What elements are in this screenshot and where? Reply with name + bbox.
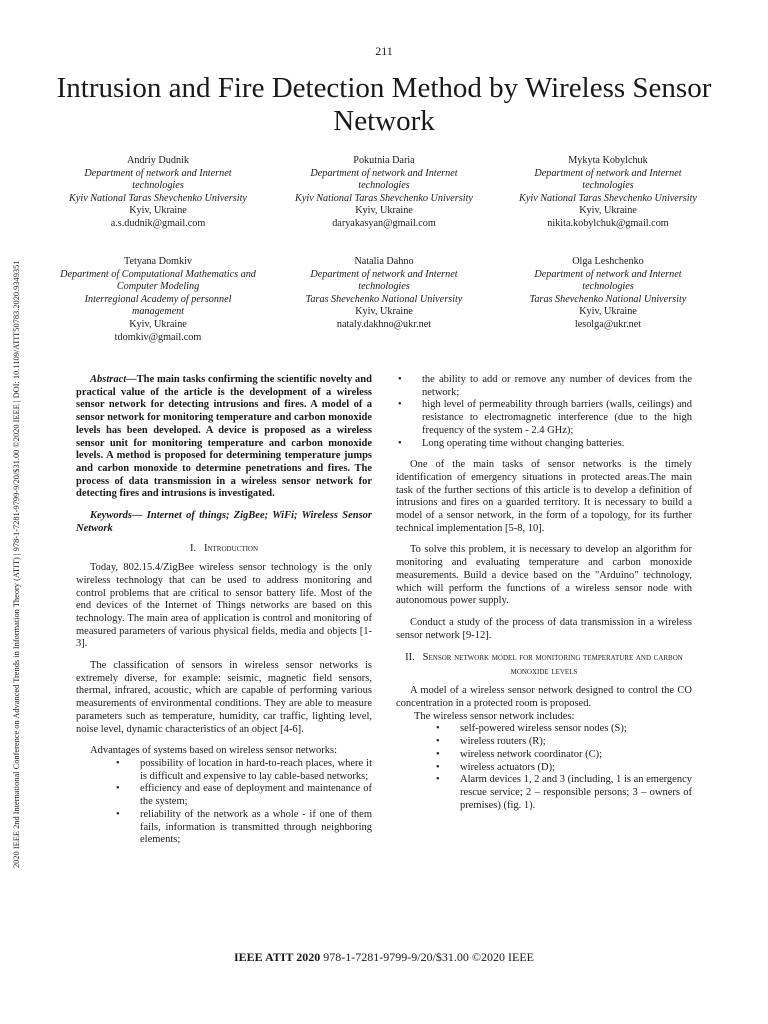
body-paragraph: One of the main tasks of sensor networks is the timely identification of emergency situations in protected areas.The main task of the further sections of this article is to develop a definition of intrusions and fires on a guarded territory. It is necessary to build a model of a sensor network, in the form of a topology, for its further technical implementation [5-8, 10]. xyxy=(396,459,692,534)
section-title: Sensor network model for monitoring temperature and carbon monoxide levels xyxy=(422,652,683,678)
author-name: Natalia Dahno xyxy=(354,256,414,267)
right-column xyxy=(396,374,692,812)
author-email: daryakasyan@gmail.com xyxy=(332,217,436,229)
author-block xyxy=(508,256,708,332)
body-paragraph: To solve this problem, it is necessary to develop an algorithm for monitoring and evaluating temperature and carbon monoxide measurements. Build a device based on the "Arduino" technology, which will perform the functions of a wireless sensor node with autonomous power supply. xyxy=(396,544,692,607)
author-name: Tetyana Domkiv xyxy=(123,256,193,267)
section-number: I. xyxy=(189,543,197,555)
side-doi-text: 2020 IEEE 2nd International Conference on Advanced Trends in Information Theory (ATIT) | 978-1-7281-9799-9/20/$31.00 ©2020 IEEE | DOI: 10.1109/ATIT50783.2020.9349351 xyxy=(12,260,21,868)
author-dept: Department of network and Internet technologies xyxy=(534,268,682,293)
author-name: Olga Leshchenko xyxy=(572,256,644,267)
network-components-list xyxy=(396,723,692,812)
author-city: Kyiv, Ukraine xyxy=(579,205,637,217)
list-item xyxy=(396,399,692,437)
abstract-text: The main tasks confirming the scientific novelty and practical value of the article is the development of a wireless sensor network for detecting intrusions and fires. A model of a sensor network for monitoring temperature and carbon monoxide levels has been developed. A device is proposed as a wireless sensor unit for monitoring temperature and carbon monoxide levels. A method is proposed for determining temperature jumps and carbon monoxide to determine penetrations and fires. The process of data transmission in a wireless sensor network for detecting fires and intrusions is investigated. xyxy=(76,374,372,500)
bullet-icon: • xyxy=(398,374,402,385)
author-city: Kyiv, Ukraine xyxy=(355,306,413,318)
author-dept: Department of Computational Mathematics and Computer Modeling xyxy=(60,268,256,293)
author-city: Kyiv, Ukraine xyxy=(129,318,187,330)
abstract-lead: Abstract— xyxy=(90,374,137,385)
list-item xyxy=(396,723,692,736)
author-university: Interregional Academy of personnel management xyxy=(84,293,232,318)
section-heading-network-model xyxy=(396,651,692,679)
author-city: Kyiv, Ukraine xyxy=(355,205,413,217)
author-block xyxy=(58,155,258,231)
bullet-icon: • xyxy=(116,783,120,795)
author-dept: Department of network and Internet technologies xyxy=(84,167,232,192)
list-item xyxy=(76,783,372,808)
body-paragraph: Conduct a study of the process of data transmission in a wireless sensor network [9-12]. xyxy=(396,616,692,641)
list-item-text: Alarm devices 1, 2 and 3 (including, 1 is an emergency rescue service; 2 – responsible persons; 3 – owners of premises) (fig. 1). xyxy=(460,774,692,811)
author-block xyxy=(284,256,484,332)
list-item-text: high level of permeability through barriers (walls, ceilings) and resistance to electromagnetic interference (due to the high frequency of the system - 2.4 GHz); xyxy=(422,399,692,436)
author-university: Kyiv National Taras Shevchenko University xyxy=(519,192,697,204)
list-item xyxy=(396,762,692,775)
author-city: Kyiv, Ukraine xyxy=(579,306,637,318)
keywords: Keywords— Internet of things; ZigBee; WiFi; Wireless Sensor Network xyxy=(76,510,372,534)
bullet-icon: • xyxy=(436,774,440,786)
bullet-icon: • xyxy=(116,757,120,769)
abstract xyxy=(76,374,372,501)
section-heading-introduction xyxy=(76,543,372,556)
left-column xyxy=(76,374,372,847)
list-item xyxy=(76,758,372,783)
bullet-icon: • xyxy=(436,736,440,748)
bullet-icon: • xyxy=(398,437,402,449)
footer-copyright: 978-1-7281-9799-9/20/$31.00 ©2020 IEEE xyxy=(323,950,535,964)
intro-paragraph: The classification of sensors in wireless sensor networks is extremely diverse, for example: seismic, magnetic field sensors, thermal, infrared, acoustic, which are capable of performing various measurements of environmental conditions. They are able to measure parameters such as temperature, humidity, car traffic, lighting level, noise level, dynamic characteristics of an object [4-6]. xyxy=(76,660,372,735)
advantages-list-right xyxy=(396,374,692,450)
list-item xyxy=(396,438,692,451)
author-dept: Department of network and Internet technologies xyxy=(534,167,682,192)
bullet-icon: • xyxy=(398,399,402,411)
list-item xyxy=(396,374,692,399)
author-block xyxy=(58,256,258,344)
list-item-text: wireless routers (R); xyxy=(460,736,546,748)
author-email: nataly.dakhno@ukr.net xyxy=(336,318,432,330)
section-number: II. xyxy=(405,652,415,664)
intro-paragraph: Advantages of systems based on wireless sensor networks: xyxy=(90,745,337,757)
section-title: Introduction xyxy=(203,543,259,555)
bullet-icon: • xyxy=(436,748,440,760)
list-item-text: wireless actuators (D); xyxy=(460,761,556,773)
author-university: Kyiv National Taras Shevchenko University xyxy=(295,192,473,204)
author-block xyxy=(508,155,708,231)
footer-conference: IEEE ATIT 2020 xyxy=(233,950,321,964)
author-email: a.s.dudnik@gmail.com xyxy=(110,217,206,229)
author-dept: Department of network and Internet technologies xyxy=(310,167,458,192)
author-university: Taras Shevchenko National University xyxy=(305,293,463,305)
list-item-text: Long operating time without changing batteries. xyxy=(422,437,625,449)
intro-paragraph: Today, 802.15.4/ZigBee wireless sensor technology is the only wireless technology that can be used to address monitoring and control problems that are critical to sensor battery life. Most of the end devices of the Internet of Things networks are based on this technology. The main area of application is control and monitoring of measured parameters of various physical fields, media and objects [1-3]. xyxy=(76,562,372,650)
author-name: Andriy Dudnik xyxy=(127,155,189,166)
bullet-icon: • xyxy=(116,808,120,820)
list-item-text: the ability to add or remove any number of devices from the network; xyxy=(422,374,692,398)
list-item-text: wireless network coordinator (C); xyxy=(460,748,603,760)
author-name: Mykyta Kobylchuk xyxy=(568,155,648,166)
list-item xyxy=(76,809,372,847)
list-item xyxy=(396,736,692,749)
page-footer xyxy=(0,950,768,965)
author-dept: Department of network and Internet technologies xyxy=(310,268,458,293)
author-block xyxy=(284,155,484,231)
author-university: Kyiv National Taras Shevchenko University xyxy=(69,192,247,204)
list-item-text: efficiency and ease of deployment and maintenance of the system; xyxy=(140,783,372,808)
author-university: Taras Shevchenko National University xyxy=(529,293,687,305)
author-email: tdomkiv@gmail.com xyxy=(114,331,202,343)
author-name: Pokutnia Daria xyxy=(353,155,415,166)
bullet-icon: • xyxy=(436,761,440,773)
list-item-text: self-powered wireless sensor nodes (S); xyxy=(460,723,627,735)
bullet-icon: • xyxy=(436,723,440,735)
advantages-list-left xyxy=(76,758,372,847)
list-item-text: reliability of the network as a whole - if one of them fails, information is transmitted through neighboring elements; xyxy=(140,808,372,846)
author-email: nikita.kobylchuk@gmail.com xyxy=(547,217,669,229)
list-item-text: possibility of location in hard-to-reach places, where it is difficult and expensive to lay cable-based networks; xyxy=(140,757,372,782)
body-paragraph: The wireless sensor network includes: xyxy=(414,710,575,722)
body-paragraph: A model of a wireless sensor network designed to control the CO concentration in a protected room is proposed. xyxy=(396,685,692,710)
list-item xyxy=(396,749,692,762)
paper-title: Intrusion and Fire Detection Method by Wireless Sensor Network xyxy=(56,72,712,137)
author-email: lesolga@ukr.net xyxy=(574,318,642,330)
author-city: Kyiv, Ukraine xyxy=(129,205,187,217)
list-item xyxy=(396,774,692,812)
page-number: 211 xyxy=(375,44,393,58)
